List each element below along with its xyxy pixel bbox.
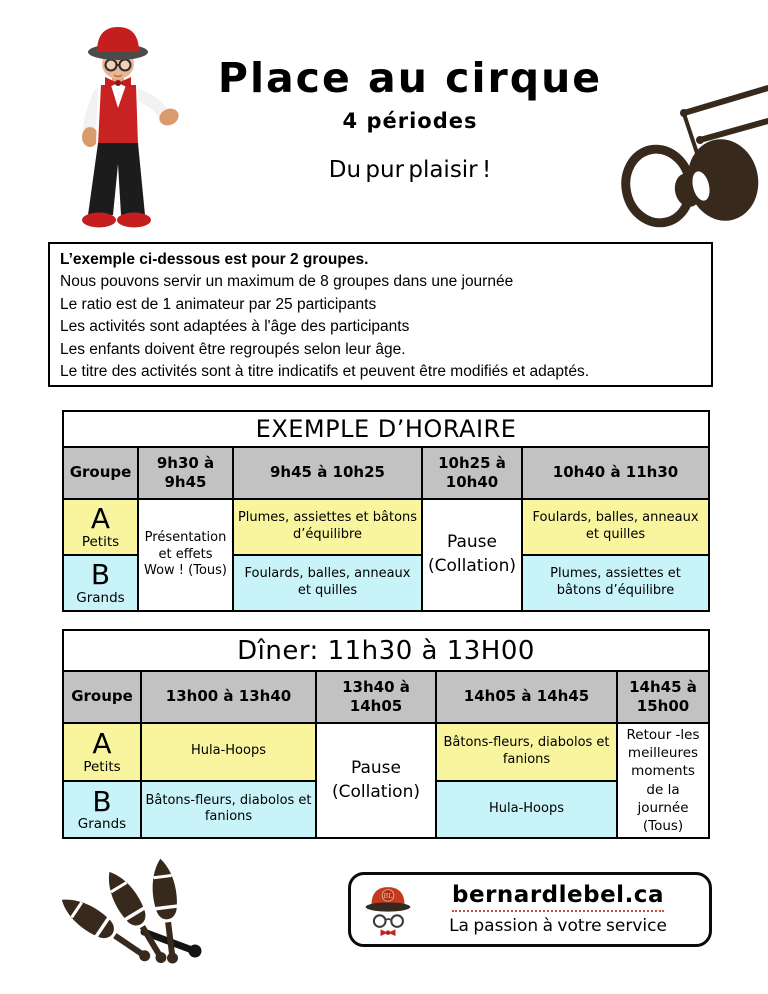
group-a-letter: A xyxy=(92,727,112,761)
footer-logo xyxy=(348,872,712,947)
morning-col-4: 10h40 à 11h30 xyxy=(522,447,709,499)
group-a-cell xyxy=(63,499,138,555)
morning-col-groupe: Groupe xyxy=(63,447,138,499)
bowler-hat-logo-icon xyxy=(359,878,417,941)
morning-table-title-row xyxy=(63,411,709,447)
morning-table-title: EXEMPLE D’HORAIRE xyxy=(63,411,709,447)
logo-initials: BL xyxy=(383,891,393,900)
info-line-6: Le titre des activités sont à titre indicatifs et peuvent être modifiés et adaptés. xyxy=(60,363,590,381)
lunch-a-slot3-cell: Bâtons-fleurs, diabolos et fanions xyxy=(436,723,617,781)
pause-line1: Pause xyxy=(351,757,401,778)
footer-tagline: La passion à votre service xyxy=(449,915,667,936)
lunch-col-groupe: Groupe xyxy=(63,671,141,723)
pause-line1: Pause xyxy=(447,532,497,553)
morning-col-3: 10h25 à 10h40 xyxy=(422,447,522,499)
lunch-table-title-row xyxy=(63,630,709,671)
group-a-cell xyxy=(63,723,141,781)
group-b-letter: B xyxy=(92,784,112,818)
group-b-cell xyxy=(63,781,141,839)
lunch-pause-cell xyxy=(316,723,436,838)
lunch-col-3: 14h05 à 14h45 xyxy=(436,671,617,723)
page-tagline: Du pur plaisir ! xyxy=(328,157,492,184)
morning-row-group-a xyxy=(63,499,709,555)
title-block xyxy=(190,56,630,183)
lunch-b-slot3-cell: Hula-Hoops xyxy=(436,781,617,839)
page-subtitle: 4 périodes xyxy=(342,109,478,134)
morning-b-slot2-cell: Foulards, balles, anneaux et quilles xyxy=(233,555,422,611)
morning-col-2: 9h45 à 10h25 xyxy=(233,447,422,499)
page-title: Place au cirque xyxy=(217,54,603,102)
morning-a-slot2-cell: Plumes, assiettes et bâtons d’équilibre xyxy=(233,499,422,555)
info-line-1: L’exemple ci-dessous est pour 2 groupes. xyxy=(60,251,369,268)
group-a-label: Petits xyxy=(83,758,121,775)
group-a-label: Petits xyxy=(81,533,120,550)
info-box xyxy=(48,242,713,387)
lunch-col-4: 14h45 à 15h00 xyxy=(617,671,709,723)
afternoon-schedule-table xyxy=(62,629,710,839)
juggling-clubs-icon xyxy=(56,840,240,970)
morning-b-slot4-cell: Plumes, assiettes et bâtons d’équilibre xyxy=(522,555,709,611)
group-b-label: Grands xyxy=(77,816,127,833)
morning-schedule-table xyxy=(62,410,710,612)
lunch-a-slot1-cell: Hula-Hoops xyxy=(141,723,316,781)
morning-presentation-cell: Présentation et effets Wow ! (Tous) xyxy=(138,499,233,611)
info-line-3: Le ratio est de 1 animateur par 25 participants xyxy=(60,295,377,313)
logo-text xyxy=(417,883,699,935)
lunch-retour-cell: Retour -les meilleures moments de la journée (Tous) xyxy=(617,723,709,838)
lunch-table-header-row xyxy=(63,671,709,723)
lunch-col-2: 13h40 à 14h05 xyxy=(316,671,436,723)
info-line-2: Nous pouvons servir un maximum de 8 groupes dans une journée xyxy=(60,273,514,291)
morning-col-1: 9h30 à 9h45 xyxy=(138,447,233,499)
group-a-letter: A xyxy=(90,502,111,536)
pause-line2: (Collation) xyxy=(332,781,420,802)
pause-line2: (Collation) xyxy=(428,556,516,576)
morning-a-slot4-cell: Foulards, balles, anneaux et quilles xyxy=(522,499,709,555)
lunch-row-group-a xyxy=(63,723,709,781)
group-b-label: Grands xyxy=(76,589,125,606)
morning-pause-cell xyxy=(422,499,522,611)
group-b-cell xyxy=(63,555,138,611)
lunch-table-title: Dîner: 11h30 à 13H00 xyxy=(63,630,709,671)
website-url: bernardlebel.ca xyxy=(452,883,664,911)
morning-table-header-row xyxy=(63,447,709,499)
lunch-b-slot1-cell: Bâtons-fleurs, diabolos et fanions xyxy=(141,781,316,839)
info-line-5: Les enfants doivent être regroupés selon leur âge. xyxy=(60,340,406,358)
info-line-4: Les activités sont adaptées à l'âge des participants xyxy=(60,318,410,336)
clown-character-illustration xyxy=(52,12,186,232)
diabolo-icon xyxy=(614,68,768,230)
group-b-letter: B xyxy=(90,558,111,592)
lunch-col-1: 13h00 à 13h40 xyxy=(141,671,316,723)
